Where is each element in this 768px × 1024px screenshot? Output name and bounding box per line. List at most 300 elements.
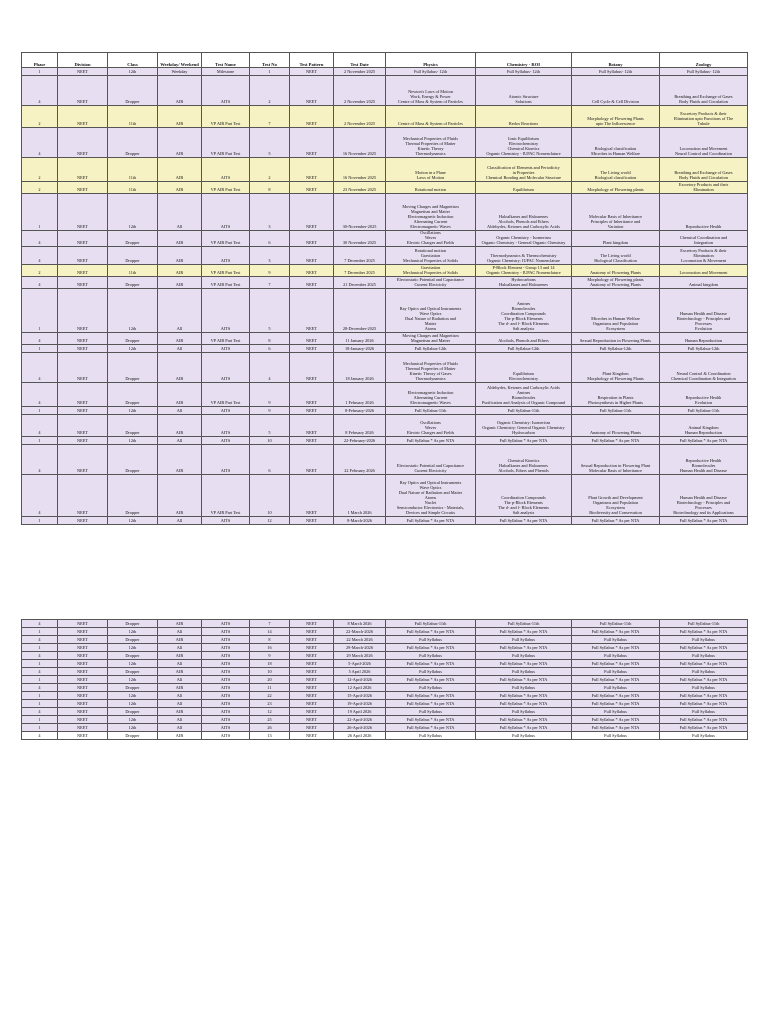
table-cell: AIR — [158, 277, 202, 289]
table-cell: Full Syllabus — [660, 636, 748, 644]
table-row — [22, 517, 748, 525]
table-cell: NEET — [290, 692, 334, 700]
table-cell: 22-April-2026 — [334, 716, 386, 724]
table-cell: Full Syllabus — [572, 652, 660, 660]
table-cell: NEET — [290, 668, 334, 676]
table-row — [22, 708, 748, 716]
table-cell: AITS — [202, 700, 250, 708]
table-cell: Reproductive Health Biomolecules Human Health and Disease — [660, 445, 748, 475]
table-cell: VP AIR Part Test — [202, 475, 250, 517]
table-cell: Moving Charges and Magnetism Magnetism and Matter — [386, 333, 476, 345]
table-row — [22, 265, 748, 277]
table-cell: Breathing and Exchange of Gases Body Fluids and Circulation — [660, 76, 748, 106]
table-cell: Full Syllabus * As per NTA — [660, 628, 748, 636]
table-cell: NEET — [290, 158, 334, 182]
table-cell: Full Syllabus * As per NTA — [660, 676, 748, 684]
table-cell: Molecular Basis of Inheritance Principles of Inheritance and Variation — [572, 194, 660, 231]
table-cell: Full Syllabus — [386, 708, 476, 716]
table-cell: Full Syllabus — [386, 668, 476, 676]
table-cell: NEET — [58, 620, 108, 628]
table-cell: 22-March-2026 — [334, 628, 386, 636]
table-cell: 7 — [250, 277, 290, 289]
table-cell: AITS — [202, 684, 250, 692]
table-cell: 12th — [108, 644, 158, 652]
table-cell: NEET — [290, 407, 334, 415]
table-cell: Full Syllabus * As per NTA — [660, 716, 748, 724]
table-cell: Cell Cycle & Cell Division — [572, 76, 660, 106]
table-row — [22, 289, 748, 333]
table-row — [22, 128, 748, 158]
table-cell: AITS — [202, 407, 250, 415]
table-cell: 16 November 2025 — [334, 128, 386, 158]
table-cell: AIR — [158, 708, 202, 716]
table-cell: 26 April 2026 — [334, 732, 386, 740]
table-cell: 2 — [22, 106, 58, 128]
table-cell: 7 — [250, 106, 290, 128]
table-cell: All — [158, 194, 202, 231]
table-cell: 4 — [22, 247, 58, 265]
table-cell: 18 — [250, 660, 290, 668]
table-cell: Mechanical Properties of Fluids Thermal Properties of Matter Kinetic Theory of Gases Thermodynamics — [386, 353, 476, 383]
table-cell: 12 — [250, 708, 290, 716]
table-cell: Full Syllabus-11th — [660, 407, 748, 415]
table-cell: NEET — [290, 684, 334, 692]
table-cell: NEET — [58, 128, 108, 158]
table-cell: VP AIR Part Test — [202, 383, 250, 407]
table-cell: Ionic Equilibrium Electrochemistry Chemical Kinetics Organic Chemistry - IUPAC Nomenclature — [476, 128, 572, 158]
table-cell: 8 — [250, 333, 290, 345]
table-cell: Full Syllabus-12th — [386, 345, 476, 353]
table-cell: 2 November 2025 — [334, 106, 386, 128]
table-cell: NEET — [58, 277, 108, 289]
table-cell: 1 — [22, 692, 58, 700]
table-cell: NEET — [58, 353, 108, 383]
table-cell: 2 — [250, 76, 290, 106]
table-cell: NEET — [58, 194, 108, 231]
table-cell: Full Syllabus — [386, 652, 476, 660]
table-cell: Full Syllabus — [476, 732, 572, 740]
table-cell: 8-March-2026 — [334, 517, 386, 525]
table-cell: Dropper — [108, 668, 158, 676]
table-cell: NEET — [58, 106, 108, 128]
table-cell: Dropper — [108, 445, 158, 475]
table-cell: 30-November-2025 — [334, 194, 386, 231]
table-cell: NEET — [290, 475, 334, 517]
table-cell: Full Syllabus — [660, 652, 748, 660]
table-cell: Full Syllabus * As per NTA — [386, 676, 476, 684]
table-cell: 1 — [22, 517, 58, 525]
table-cell: VP AIR Part Test — [202, 106, 250, 128]
table-cell: 12 April 2026 — [334, 684, 386, 692]
table-row — [22, 194, 748, 231]
table-cell: Dropper — [108, 620, 158, 628]
table-cell: Full Syllabus * As per NTA — [572, 724, 660, 732]
table-cell: 12-April-2026 — [334, 676, 386, 684]
table-row — [22, 660, 748, 668]
column-header: Botany — [572, 53, 660, 68]
table-cell: 1 — [22, 660, 58, 668]
table-cell: Morphology of Flowering Plants upto The Inflorescence — [572, 106, 660, 128]
table-cell: Dropper — [108, 415, 158, 437]
table-cell: AITS — [202, 724, 250, 732]
table-cell: NEET — [290, 106, 334, 128]
table-row — [22, 158, 748, 182]
table-cell: AIR — [158, 475, 202, 517]
table-row — [22, 652, 748, 660]
table-cell: Full Syllabus * As per NTA — [386, 644, 476, 652]
table-cell: VP AIR Part Test — [202, 277, 250, 289]
table-cell: Locomotion and Movement — [660, 265, 748, 277]
table-cell: Full Syllabus * As per NTA — [386, 692, 476, 700]
table-cell: Dropper — [108, 636, 158, 644]
table-cell: 4 — [22, 652, 58, 660]
column-header: Test Pattern — [290, 53, 334, 68]
table-cell: Dropper — [108, 231, 158, 247]
table-cell: Plant kingdom — [572, 231, 660, 247]
table-cell: AITS — [202, 289, 250, 333]
table-cell: AITS — [202, 732, 250, 740]
table-cell: Full Syllabus — [660, 684, 748, 692]
table-cell: Neural Control & Coordination Chemical Coordination & Integration — [660, 353, 748, 383]
table-cell: Hydrocarbons Haloalkanes and Haloarenes — [476, 277, 572, 289]
table-cell: Full Syllabus * As per NTA — [476, 517, 572, 525]
table-cell: Thermodynamics & Thermochemistry Organic Chemistry: IUPAC Nomenclature — [476, 247, 572, 265]
table-cell: Full Syllabus — [572, 668, 660, 676]
table-cell: 9 — [250, 265, 290, 277]
table-cell: VP AIR Part Test — [202, 128, 250, 158]
table-cell: AITS — [202, 437, 250, 445]
table-cell: AIR — [158, 652, 202, 660]
table-cell: AIR — [158, 76, 202, 106]
table-cell: AITS — [202, 660, 250, 668]
table-cell: NEET — [290, 724, 334, 732]
table-cell: Dropper — [108, 732, 158, 740]
table-cell: AIR — [158, 415, 202, 437]
table-cell: NEET — [290, 333, 334, 345]
table-cell: Full Syllabus * As per NTA — [386, 628, 476, 636]
table-cell: Newton's Laws of Motion Work, Energy & Power Centre of Mass & System of Particles — [386, 76, 476, 106]
table-cell: 18 January 2026 — [334, 353, 386, 383]
column-header: Phase — [22, 53, 58, 68]
table-cell: NEET — [58, 247, 108, 265]
table-cell: Full Syllabus * As per NTA — [660, 660, 748, 668]
table-cell: Dropper — [108, 76, 158, 106]
table-cell: 3 — [250, 194, 290, 231]
table-cell: 11th — [108, 265, 158, 277]
table-cell: Full Syllabus * As per NTA — [572, 716, 660, 724]
table-cell: AITS — [202, 247, 250, 265]
table-cell: Full Syllabus * As per NTA — [386, 716, 476, 724]
table-cell: 20 — [250, 676, 290, 684]
table-cell: Oscillations Waves Electric Charges and Fields — [386, 231, 476, 247]
table-cell: Coordination Compounds The p-Block Elements The d- and f- Block Elements Salt analysis — [476, 475, 572, 517]
table-cell: 11th — [108, 182, 158, 194]
schedule-body-bottom — [22, 620, 748, 740]
table-cell: AITS — [202, 676, 250, 684]
table-cell: Full Syllabus * As per NTA — [476, 660, 572, 668]
table-cell: 12th — [108, 345, 158, 353]
table-cell: 1 — [22, 716, 58, 724]
table-cell: Centre of Mass & System of Particles — [386, 106, 476, 128]
column-header: Physics — [386, 53, 476, 68]
table-cell: Full Syllabus * As per NTA — [572, 676, 660, 684]
table-cell: 8 — [250, 182, 290, 194]
table-cell: Electrostatic Potential and Capacitance Current Electricity — [386, 445, 476, 475]
table-cell: All — [158, 407, 202, 415]
table-cell: 6 — [250, 445, 290, 475]
table-row — [22, 692, 748, 700]
table-cell: VP AIR Part Test — [202, 333, 250, 345]
table-row — [22, 475, 748, 517]
table-cell: NEET — [58, 289, 108, 333]
table-cell: Full Syllabus * As per NTA — [386, 700, 476, 708]
table-cell: 1 — [22, 700, 58, 708]
table-cell: 13 — [250, 732, 290, 740]
table-cell: NEET — [58, 407, 108, 415]
table-cell: Full Syllabus * As per NTA — [476, 724, 572, 732]
table-cell: 12th — [108, 724, 158, 732]
table-cell: Amines Biomolecules Coordination Compounds The p-Block Elements The d- and f- Block Elements Salt analysis — [476, 289, 572, 333]
table-cell: 4 — [22, 353, 58, 383]
table-cell: AIR — [158, 182, 202, 194]
table-cell: Full Syllabus * As per NTA — [476, 437, 572, 445]
table-cell: AIR — [158, 353, 202, 383]
table-cell: Full Syllabus * As per NTA — [572, 644, 660, 652]
table-cell: Full Syllabus-12th — [572, 345, 660, 353]
schedule-table-bottom — [21, 619, 748, 740]
table-cell: 26 — [250, 724, 290, 732]
table-cell: Chemical Kinetics Haloalkanes and Haloarenes Alcohols, Ethers and Phenols — [476, 445, 572, 475]
table-cell: 28-December-2025 — [334, 289, 386, 333]
table-cell: 12th — [108, 68, 158, 76]
table-cell: 12th — [108, 660, 158, 668]
table-row — [22, 76, 748, 106]
table-cell: Dropper — [108, 353, 158, 383]
table-cell: 4 — [22, 620, 58, 628]
table-cell: NEET — [290, 128, 334, 158]
table-cell: NEET — [58, 684, 108, 692]
table-cell: Full Syllabus * As per NTA — [572, 517, 660, 525]
table-cell: Full Syllabus — [476, 652, 572, 660]
table-cell: AITS — [202, 158, 250, 182]
table-cell: 19-April-2026 — [334, 700, 386, 708]
table-cell: Electromagnetic Induction Alternating Current Electromagnetic Waves — [386, 383, 476, 407]
table-cell: Full Syllabus * As per NTA — [660, 437, 748, 445]
table-cell: Equilibrium — [476, 182, 572, 194]
table-cell: 4 — [22, 708, 58, 716]
table-cell: The Living world Biological Classification — [572, 247, 660, 265]
table-cell: Dropper — [108, 652, 158, 660]
schedule-table-top — [21, 52, 748, 525]
table-cell: AIR — [158, 668, 202, 676]
table-cell: All — [158, 628, 202, 636]
table-cell: 29 March 2026 — [334, 652, 386, 660]
table-cell: 1 — [22, 437, 58, 445]
table-cell: Full Syllabus — [386, 732, 476, 740]
table-cell: 4 — [22, 333, 58, 345]
table-cell: Excretory Products & their Elimination upto Functions of The Tubule — [660, 106, 748, 128]
table-cell: Full Syllabus — [572, 708, 660, 716]
table-cell: Full Syllabus — [660, 668, 748, 676]
table-cell: 11th — [108, 106, 158, 128]
table-row — [22, 700, 748, 708]
table-cell: 12th — [108, 194, 158, 231]
table-row — [22, 353, 748, 383]
table-cell: Full Syllabus — [386, 684, 476, 692]
table-cell: 1 — [22, 68, 58, 76]
table-cell: AIR — [158, 620, 202, 628]
table-cell: NEET — [290, 620, 334, 628]
table-cell: NEET — [290, 231, 334, 247]
table-row — [22, 732, 748, 740]
table-row — [22, 628, 748, 636]
table-cell: 10 — [250, 668, 290, 676]
table-cell: Full Syllabus-11th — [572, 407, 660, 415]
table-cell: All — [158, 676, 202, 684]
table-cell: VP AIR Part Test — [202, 182, 250, 194]
table-cell: Motion in a Plane Laws of Motion — [386, 158, 476, 182]
column-header: Zoology — [660, 53, 748, 68]
table-cell: Human Reproduction — [660, 333, 748, 345]
table-cell: AITS — [202, 517, 250, 525]
table-cell: NEET — [290, 182, 334, 194]
table-cell: Classification of Elements and Periodicity in Properties Chemical Bonding and Molecular Structure — [476, 158, 572, 182]
table-row — [22, 345, 748, 353]
table-cell: Full Syllabus * As per NTA — [386, 437, 476, 445]
table-cell: Rotational motion — [386, 182, 476, 194]
table-cell: Dropper — [108, 684, 158, 692]
table-cell: Locomotion and Movement Neural Control and Coordination — [660, 128, 748, 158]
table-cell: Full Syllabus * As per NTA — [476, 628, 572, 636]
column-header: Chemistry - ROI — [476, 53, 572, 68]
table-cell: NEET — [58, 644, 108, 652]
table-row — [22, 106, 748, 128]
table-cell: Sexual Reproduction in Flowering Plant Molecular Basis of Inheritance — [572, 445, 660, 475]
table-cell: NEET — [290, 445, 334, 475]
table-cell: NEET — [290, 676, 334, 684]
table-cell: AIR — [158, 684, 202, 692]
table-cell: 15-April-2026 — [334, 692, 386, 700]
table-cell: Microbes in Human Welfare Organisms and Population Ecosystem — [572, 289, 660, 333]
table-cell: Full Syllabus — [572, 636, 660, 644]
table-cell: Haloalkanes and Haloarenes Alcohols, Phenols and Ethers Aldehydes, Ketones and Carboxylic Acids — [476, 194, 572, 231]
table-cell: Full Syllabus * As per NTA — [660, 692, 748, 700]
table-cell: 1 — [22, 628, 58, 636]
table-cell: NEET — [58, 660, 108, 668]
table-cell: All — [158, 289, 202, 333]
table-cell: Human Health and Disease Biotechnology - Principles and Processes Biotechnology and its Applications — [660, 475, 748, 517]
table-cell: Full Syllabus * As per NTA — [572, 700, 660, 708]
table-cell: Full Syllabus — [476, 684, 572, 692]
table-cell: 23 November 2025 — [334, 182, 386, 194]
table-cell: 1 — [22, 724, 58, 732]
table-cell: AIR — [158, 231, 202, 247]
table-cell: 16 November 2025 — [334, 158, 386, 182]
table-cell: NEET — [58, 68, 108, 76]
table-cell: Dropper — [108, 383, 158, 407]
table-cell: Human Health and Disease Biotechnology - Principles and Processes Evolution — [660, 289, 748, 333]
table-cell: Dropper — [108, 277, 158, 289]
table-cell: All — [158, 644, 202, 652]
table-cell: NEET — [290, 383, 334, 407]
table-cell: Full Syllabus * As per NTA — [572, 437, 660, 445]
table-cell: Dropper — [108, 128, 158, 158]
table-cell: Full Syllabus * As per NTA — [476, 644, 572, 652]
table-cell: Full Syllabus — [572, 684, 660, 692]
table-cell: Full Syllabus * As per NTA — [660, 517, 748, 525]
table-cell: NEET — [58, 415, 108, 437]
table-cell: Full Syllabus * As per NTA — [386, 517, 476, 525]
table-cell: Full Syllabus-11th — [476, 407, 572, 415]
table-cell: AITS — [202, 644, 250, 652]
table-cell: NEET — [290, 265, 334, 277]
table-cell: AIR — [158, 333, 202, 345]
table-cell: Oscillations Waves Electric Charges and Fields — [386, 415, 476, 437]
table-cell: 12 — [250, 517, 290, 525]
table-cell: NEET — [58, 700, 108, 708]
table-cell: AIR — [158, 265, 202, 277]
table-row — [22, 644, 748, 652]
table-cell: NEET — [58, 383, 108, 407]
table-cell: NEET — [58, 445, 108, 475]
table-cell: Dropper — [108, 333, 158, 345]
table-cell: 16 — [250, 644, 290, 652]
table-cell: Organic Chemistry: Isomerism Organic Chemistry: General Organic Chemistry Hydrocarbon — [476, 415, 572, 437]
table-cell: NEET — [58, 724, 108, 732]
table-cell: NEET — [290, 660, 334, 668]
table-cell: AIR — [158, 383, 202, 407]
table-cell: AIR — [158, 247, 202, 265]
table-cell: Full Syllabus * As per NTA — [572, 660, 660, 668]
table-cell: 23 — [250, 700, 290, 708]
table-cell: 12th — [108, 716, 158, 724]
column-header: Division — [58, 53, 108, 68]
table-cell: NEET — [58, 732, 108, 740]
table-cell: NEET — [58, 716, 108, 724]
table-cell: 25 — [250, 716, 290, 724]
table-cell: The Living world Biological classification — [572, 158, 660, 182]
table-row — [22, 437, 748, 445]
table-cell: 4 — [22, 383, 58, 407]
table-cell: Full Syllabus — [572, 732, 660, 740]
table-cell: Full Syllabus * As per NTA — [476, 700, 572, 708]
table-cell: 18-January-2026 — [334, 345, 386, 353]
table-cell: AITS — [202, 636, 250, 644]
table-cell: 1 February 2026 — [334, 383, 386, 407]
table-cell: Full Syllabus-11th — [660, 620, 748, 628]
table-cell: AIR — [158, 158, 202, 182]
table-cell: Morphology of Flowering plants Anatomy of Flowering Plants — [572, 277, 660, 289]
table-cell: 4 — [250, 353, 290, 383]
table-row — [22, 620, 748, 628]
table-row — [22, 407, 748, 415]
table-row — [22, 716, 748, 724]
table-cell: Full Syllabus- 12th — [476, 68, 572, 76]
table-cell: 12th — [108, 628, 158, 636]
table-cell: 8 March 2026 — [334, 620, 386, 628]
table-cell: Dropper — [108, 708, 158, 716]
table-cell: 4 — [22, 445, 58, 475]
table-cell: 1 — [22, 345, 58, 353]
table-row — [22, 445, 748, 475]
table-cell: 4 — [22, 231, 58, 247]
table-cell: All — [158, 692, 202, 700]
table-cell: NEET — [290, 345, 334, 353]
table-cell: All — [158, 517, 202, 525]
table-cell: Full Syllabus — [476, 708, 572, 716]
table-cell: Chemical Coordination and Integration — [660, 231, 748, 247]
table-cell: 12th — [108, 289, 158, 333]
